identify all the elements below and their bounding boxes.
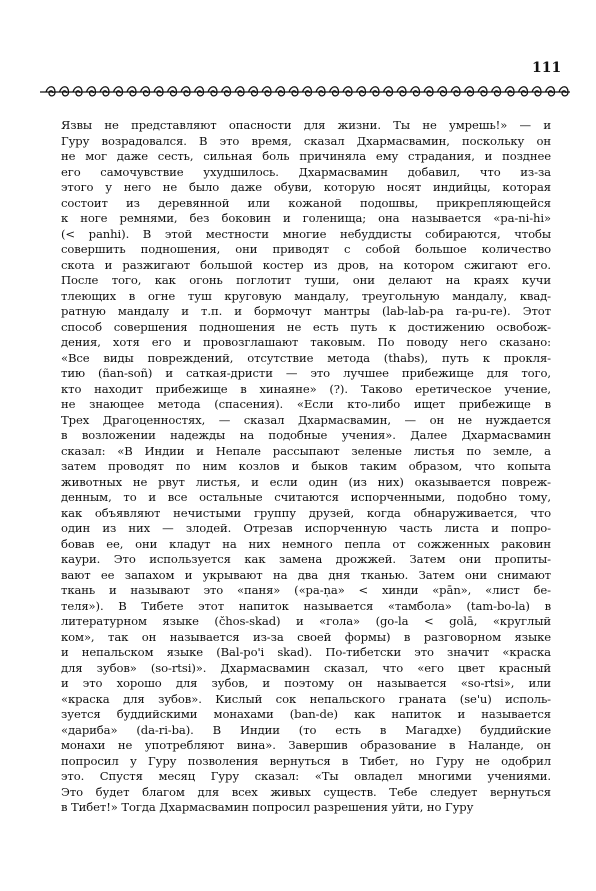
text-line: в Тибет!» Тогда Дхармасвамин попросил разрешения уйти, но Гуру [61,800,474,814]
ornament-scroll [195,87,204,96]
ornament-scroll [289,87,298,96]
text-line: не знающее метода (спасения). «Если кто-либо ищет прибежище в [61,397,551,411]
text-line: совершить подношения, они приводят с собой большое количество [61,242,551,256]
text-line: способ совершения подношения не есть путь к достижению освобож- [61,319,551,334]
text-line: (< panhi). В этой местности многие небуддисты собираются, чтобы [61,226,551,241]
page-number: 111 [532,60,562,76]
text-line: монахи не употребляют вина». Завершив образование в Наланде, он [61,738,551,752]
ornament-scroll [222,87,231,96]
text-line: После того, как огонь поглотит туши, они делают на краях кучи [61,273,551,287]
text-line: каури. Это используется как замена дрожжей. Затем они пропиты- [61,552,551,566]
text-line: состоит из деревянной или кожаной подошвы, прикрепляющейся [61,195,551,210]
ornament-scroll [154,87,163,96]
ornament-scroll [357,87,366,96]
ornament-scroll [370,87,379,96]
text-line: попросил у Гуру позволения вернуться в Тибет, но Гуру не одобрил [61,753,551,768]
ornament-scroll [87,87,96,96]
ornament-scroll [181,87,190,96]
text-line: как объявляют нечистыми группу друзей, когда обнаруживается, что [61,505,551,520]
ornament-scroll [60,87,69,96]
text-line: зуется буддийскими монахами (ban-de) как напиток и называется [61,707,551,721]
ornament-scroll [73,87,82,96]
ornament-scroll [397,87,406,96]
text-line: ком», так он называется из-за своей формы) в разговорном языке [61,629,551,644]
ornament-scroll [114,87,123,96]
ornament-scroll [316,87,325,96]
text-line: дения, хотя его и провозглашают таковым. По поводу него сказано: [61,335,551,349]
ornament-scroll [276,87,285,96]
ornament-scroll [100,87,109,96]
ornament-scroll [465,87,474,96]
ornament-scroll [519,87,528,96]
text-line: вают ее запахом и укрывают на два дня тканью. Затем они снимают [61,567,551,582]
text-line: один из них — злодей. Отрезав испорченную часть листа и попро- [61,521,551,535]
text-line: Гуру возрадовался. В это время, сказал Дхармасвамин, поскольку он [61,133,551,148]
text-line: теля»). В Тибете этот напиток называется «тамбола» (tam-bo-la) в [61,598,551,613]
ornament-scroll [235,87,244,96]
ornament-scroll [46,87,55,96]
text-line: это. Спустя месяц Гуру сказал: «Ты овладел многими учениями. [61,769,551,783]
text-line: «дариба» (da-ri-ba). В Индии (то есть в Магадхе) буддийские [61,722,551,737]
text-line: и это хорошо для зубов, и поэтому он называется «so-rtsi», или [61,676,551,690]
ornament-scroll [262,87,271,96]
ornament-scroll [141,87,150,96]
ornament-scroll [438,87,447,96]
text-line: бовав ее, они кладут на них немного пепла от сожженных раковин [61,536,551,551]
text-line: литературном языке (čhos-skad) и «гола» (go-la < golā, «круглый [61,614,551,628]
ornament-scroll [451,87,460,96]
ornament-scroll [168,87,177,96]
ornament-scroll [478,87,487,96]
text-line: сказал: «В Индии и Непале рассыпают зеленые листья по земле, а [61,443,551,458]
text-line: к ноге ремнями, без боковин и голенища; она называется «pa-ni-hi» [61,211,551,225]
ornament-scroll [343,87,352,96]
text-line: для зубов» (so-rtsi)». Дхармасвамин сказал, что «его цвет красный [61,660,551,675]
ornament-scroll [330,87,339,96]
ornament-scroll [559,87,568,96]
text-line: его самочувствие ухудшилось. Дхармасвамин добавил, что из-за [61,164,551,179]
decorative-border-ornament [40,82,570,102]
ornament-scroll [208,87,217,96]
text-line: ткань и называют это «паня» («pa-ṇa» < хинди «pān», «лист бе- [61,583,551,597]
ornament-scroll [492,87,501,96]
ornament-scroll [249,87,258,96]
text-line: и непальском языке (Bal-po'i skad). По-тибетски это значит «краска [61,645,551,659]
text-line: затем проводят по ним козлов и быков таким образом, что копыта [61,459,551,473]
ornament-scroll [303,87,312,96]
ornament-scroll [505,87,514,96]
body-text [61,118,551,816]
text-line: животных не рвут листья, и если один (из них) оказывается повреж- [61,474,551,489]
ornament-scroll [546,87,555,96]
ornament-scroll [532,87,541,96]
text-line: Это будет благом для всех живых существ. Тебе следует вернуться [61,784,551,799]
ornament-scroll [384,87,393,96]
text-line: не мог даже сесть, сильная боль причиняла ему страдания, и позднее [61,149,551,163]
ornament-scroll [127,87,136,96]
text-line: этого у него не было даже обуви, которую носят индийцы, которая [61,180,551,194]
text-line: в возложении надежды на подобные учения». Далее Дхармасвамин [61,428,551,442]
text-line: Язвы не представляют опасности для жизни. Ты не умрешь!» — и [61,118,551,132]
text-line: скота и разжигают большой костер из дров, на котором сжигают его. [61,257,551,272]
ornament-scroll [424,87,433,96]
text-line: тию (ñan-soñ) и саткая-дристи — это лучшее прибежище для того, [61,366,551,380]
ornament-scroll [411,87,420,96]
text-line: тлеющих в огне туш круговую мандалу, треугольную мандалу, квад- [61,288,551,303]
text-line: «Все виды повреждений, отсутствие метода (thabs), путь к прокля- [61,350,551,365]
text-line: денным, то и все остальные считаются испорченными, подобно тому, [61,490,551,504]
text-line: кто находит прибежище в хинаяне» (?). Таково еретическое учение, [61,381,551,396]
text-line: ратную мандалу и т.п. и бормочут мантры (lab-lab-pa ra-pu-re). Этот [61,304,551,318]
text-line: «краска для зубов». Кислый сок непальского граната (se'u) исполь- [61,691,551,706]
text-line: Трех Драгоценностях, — сказал Дхармасвамин, — он не нуждается [61,412,551,427]
